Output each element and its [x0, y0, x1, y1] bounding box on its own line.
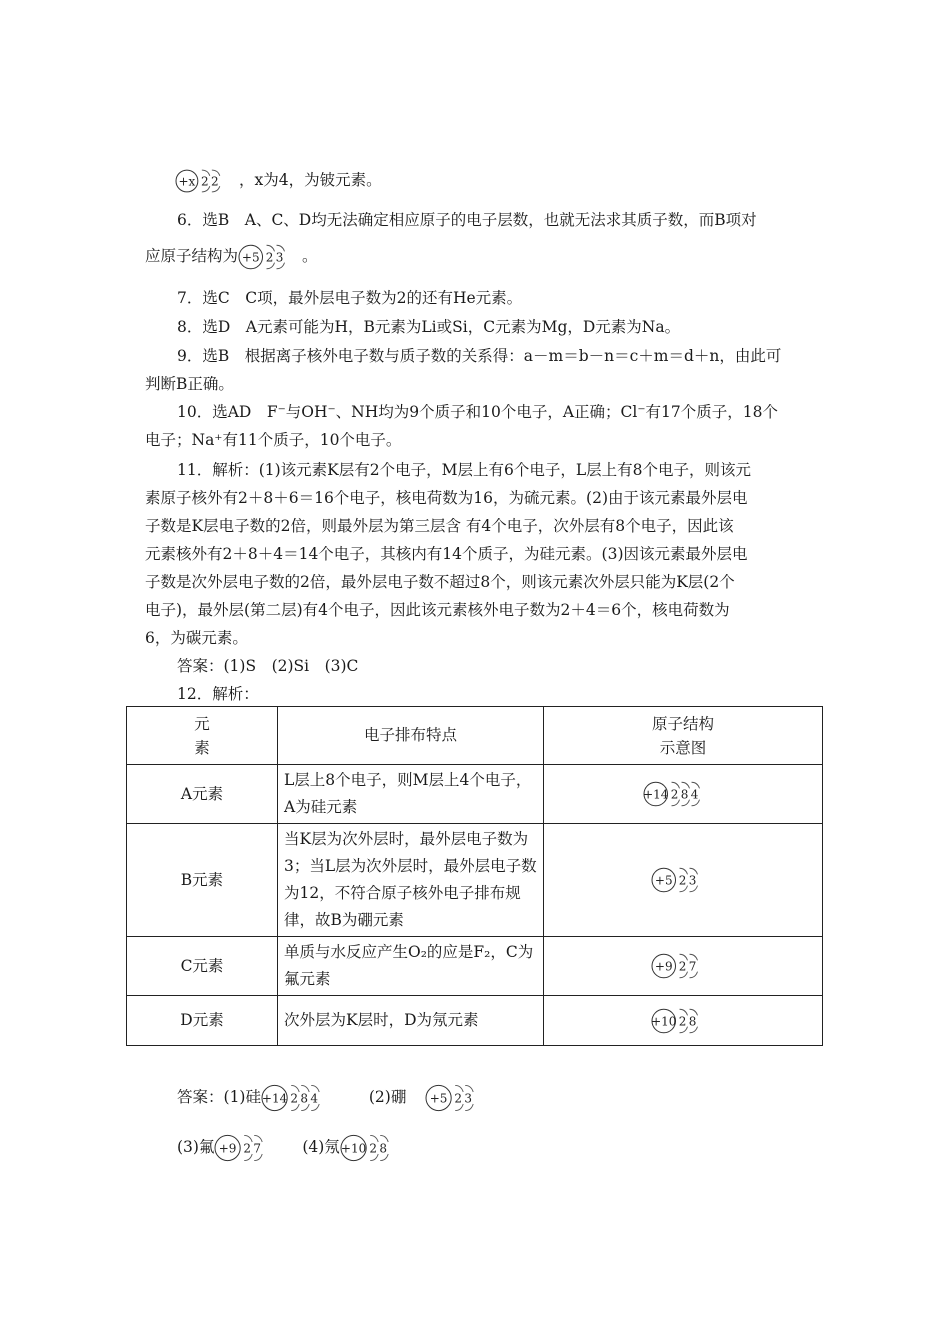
answer-11-line-1: 11．解析：(1)该元素K层有2个电子，M层上有6个电子，L层上有8个电子，则该元	[177, 461, 752, 479]
row-element: C元素	[127, 937, 278, 996]
answer-12-item-1: (1)硅	[223, 1088, 261, 1106]
nucleus-label: +14	[643, 787, 669, 802]
answer-7: 7．选C C项，最外层电子数为2的还有He元素。	[177, 289, 523, 307]
answer-5-text: ，x为4，为铍元素。	[239, 171, 382, 189]
atom-svg	[643, 780, 723, 808]
atom-svg	[261, 1083, 341, 1113]
answer-8: 8．选D A元素可能为H，B元素为Li或Si，C元素为Mg，D元素为Na。	[177, 318, 681, 336]
row-diagram	[544, 765, 823, 824]
atom-diagram-ne	[651, 1007, 715, 1035]
nucleus-label: +9	[654, 959, 673, 974]
shell-electron-count: 3	[275, 250, 284, 265]
row-diagram	[544, 937, 823, 996]
row-element: B元素	[127, 824, 278, 937]
answer-6-line-1: 6．选B A、C、D均无法确定相应原子的电子层数，也就无法求其质子数，而B项对	[177, 211, 757, 229]
answer-9-line-1: 9．选B 根据离子核外电子数与质子数的关系得：a－m＝b－n＝c＋m＝d＋n，由此可	[177, 347, 782, 365]
row-element: D元素	[127, 996, 278, 1046]
answer-11-line-3: 子数是K层电子数的2倍，则最外层为第三层含 有4个电子，次外层有8个电子，因此该	[145, 517, 734, 535]
answer-5-line	[175, 166, 865, 195]
answer-6-suffix: 。	[302, 247, 318, 265]
answer-12-item-2: (2)硼	[368, 1088, 407, 1106]
shell-electron-count: 3	[688, 873, 697, 888]
shell-electron-count: 2	[369, 1141, 377, 1156]
atom-diagram-b	[651, 866, 715, 894]
element-table	[126, 706, 823, 1046]
shell-electron-count: 2	[670, 787, 679, 802]
answer-12-title: 12．解析：	[177, 685, 259, 703]
answer-11-line-4: 元素核外有2＋8＋4＝14个电子，其核内有14个质子，为硅元素。(3)因该元素最外层电	[145, 545, 748, 563]
row-diagram	[544, 824, 823, 937]
answer-9-line-2: 判断B正确。	[145, 375, 234, 393]
row-feature: 单质与水反应产生O₂的应是F₂，C为氟元素	[278, 937, 544, 996]
nucleus-label: +10	[651, 1014, 677, 1028]
shell-electron-count: 8	[680, 787, 689, 802]
atom-svg	[340, 1133, 404, 1163]
row-feature: 次外层为K层时，D为氖元素	[278, 996, 544, 1046]
answer-11-line-7: 6，为碳元素。	[145, 629, 248, 647]
shell-electron-count: 8	[300, 1091, 309, 1106]
header-diagram: 原子结构 示意图	[544, 707, 823, 765]
answer-6-prefix: 应原子结构为	[145, 247, 239, 265]
answer-12-line-2	[177, 1130, 837, 1164]
nucleus-label: +10	[340, 1141, 367, 1156]
atom-svg	[175, 168, 239, 194]
row-diagram	[544, 996, 823, 1046]
shell-electron-count: 7	[688, 959, 697, 974]
shell-electron-count: 8	[688, 1014, 697, 1028]
nucleus-label: +5	[654, 873, 673, 888]
nucleus-label: +x	[178, 174, 196, 189]
atom-svg	[651, 1007, 715, 1035]
table-header-row	[127, 707, 823, 765]
atom-svg	[214, 1133, 278, 1163]
nucleus-label: +14	[261, 1091, 288, 1106]
nucleus-label: +5	[241, 250, 260, 265]
shell-electron-count: 2	[290, 1091, 299, 1106]
shell-electron-count: 2	[243, 1141, 252, 1156]
answer-12-item-4: (4)氖	[302, 1138, 340, 1156]
atom-diagram-boron	[238, 243, 302, 271]
header-feature: 电子排布特点	[278, 707, 544, 765]
answer-10-line-2: 电子；Na⁺有11个质子，10个电子。	[145, 431, 402, 449]
atom-svg	[651, 866, 715, 894]
answer-11-line-5: 子数是次外层电子数的2倍，最外层电子数不超过8个，则该元素次外层只能为K层(2个	[145, 573, 735, 591]
shell-electron-count: 2	[454, 1091, 463, 1106]
atom-diagram-be	[175, 168, 239, 194]
answer-6-line-2	[145, 242, 835, 271]
row-feature: L层上8个电子，则M层上4个电子，A为硅元素	[278, 765, 544, 824]
nucleus-label: +9	[219, 1141, 237, 1156]
table-row	[127, 937, 823, 996]
shell-electron-count: 7	[253, 1141, 262, 1156]
shell-electron-count: 8	[379, 1141, 387, 1156]
row-feature: 当K层为次外层时，最外层电子数为3；当L层为次外层时，最外层电子数为12，不符合原子核外电子排布规律，故B为硼元素	[278, 824, 544, 937]
shell-electron-count: 4	[690, 787, 699, 802]
answer-11-line-6: 电子)，最外层(第二层)有4个电子，因此该元素核外电子数为2＋4＝6个，核电荷数为	[145, 601, 730, 619]
answer-11-answer: 答案：(1)S (2)Si (3)C	[177, 657, 359, 675]
header-element: 元 素	[127, 707, 278, 765]
table-row	[127, 765, 823, 824]
row-element: A元素	[127, 765, 278, 824]
shell-electron-count: 2	[678, 1014, 687, 1028]
atom-diagram-si	[643, 780, 723, 808]
shell-electron-count: 3	[464, 1091, 473, 1106]
answer-12-prefix: 答案：	[177, 1088, 224, 1106]
table-row	[127, 996, 823, 1046]
atom-diagram-f	[651, 952, 715, 980]
atom-diagram-ne-answer	[340, 1133, 404, 1163]
answer-12-line-1	[177, 1080, 837, 1114]
atom-diagram-b-answer	[425, 1083, 489, 1113]
shell-electron-count: 4	[310, 1091, 319, 1106]
shell-electron-count: 2	[201, 174, 209, 189]
atom-svg	[425, 1083, 489, 1113]
answer-11-line-2: 素原子核外有2＋8＋6＝16个电子，核电荷数为16，为硫元素。(2)由于该元素最外层电	[145, 489, 748, 507]
atom-svg	[238, 243, 302, 271]
shell-electron-count: 2	[678, 873, 687, 888]
nucleus-label: +5	[430, 1091, 448, 1106]
shell-electron-count: 2	[265, 250, 274, 265]
shell-electron-count: 2	[678, 959, 687, 974]
atom-diagram-si-answer	[261, 1083, 341, 1113]
atom-svg	[651, 952, 715, 980]
answer-12-item-3: (3)氟	[177, 1138, 215, 1156]
shell-electron-count: 2	[211, 174, 219, 189]
answer-10-line-1: 10．选AD F⁻与OH⁻、NH均为9个质子和10个电子，A正确；Cl⁻有17个质子，18个	[177, 403, 778, 421]
table-row	[127, 824, 823, 937]
atom-diagram-f-answer	[214, 1133, 278, 1163]
